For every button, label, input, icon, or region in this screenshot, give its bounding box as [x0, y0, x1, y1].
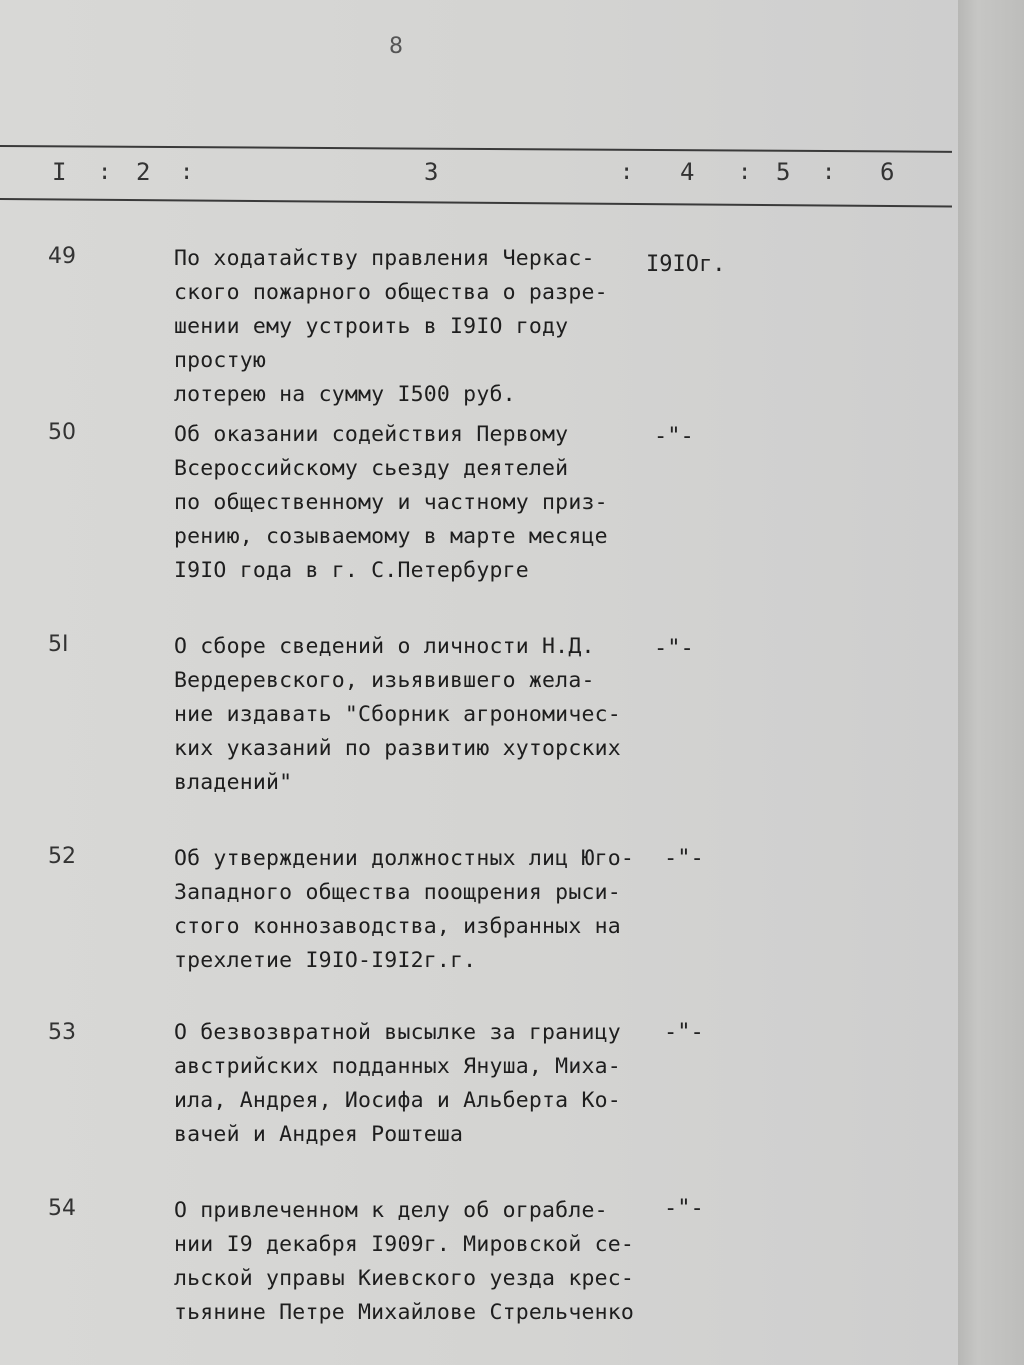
- entry-number: 52: [48, 844, 76, 869]
- entry-number: 5I: [48, 632, 69, 657]
- entry-description: О сборе сведений о личности Н.Д. Вердеревского, изьявившего жела- ние издавать "Сборник агрономичес- ких указаний по развитию хуторских владений": [174, 634, 621, 795]
- entry-description: По ходатайству правления Черкас- ского пожарного общества о разре- шении ему устроить в I9IO году простую лотерею на сумму I500 руб.: [174, 246, 608, 407]
- column-separator: :: [180, 160, 194, 185]
- entry-date: -"-: [664, 1196, 704, 1221]
- entry-date: -"-: [664, 1020, 704, 1045]
- column-separator: :: [98, 160, 112, 185]
- entry-description: О привлеченном к делу об ограбле- нии I9 декабря I909г. Мировской се- льской управы Киевского уезда крес- тьянине Петре Михайлове Стрельченко: [174, 1198, 635, 1325]
- page-number: 8: [389, 34, 403, 59]
- column-header-6: 6: [880, 158, 895, 186]
- column-header-3: 3: [424, 158, 439, 186]
- entry-date: -"-: [654, 636, 694, 661]
- column-separator: :: [620, 160, 634, 185]
- entry-number: 54: [48, 1196, 76, 1221]
- entry-description: О безвозвратной высылке за границу австрийских подданных Януша, Миха- ила, Андрея, Иосифа и Альберта Ко- вачей и Андрея Роштеша: [174, 1020, 621, 1147]
- table-header-top-rule: [0, 145, 952, 153]
- next-page-edge: [958, 0, 1024, 1365]
- entry-number: 53: [48, 1020, 76, 1045]
- entry-date: I9IOг.: [646, 252, 726, 277]
- entry-date: -"-: [654, 424, 694, 449]
- column-header-1: I: [52, 158, 67, 186]
- entry-number: 49: [48, 244, 76, 269]
- entry-date: -"-: [664, 846, 704, 871]
- column-header-5: 5: [776, 158, 791, 186]
- column-header-4: 4: [680, 158, 695, 186]
- entry-number: 50: [48, 420, 76, 445]
- column-header-2: 2: [136, 158, 151, 186]
- column-separator: :: [738, 160, 752, 185]
- table-header-bottom-rule: [0, 198, 952, 207]
- column-separator: :: [822, 160, 836, 185]
- entry-description: Об оказании содействия Первому Всероссийскому сьезду деятелей по общественному и частному приз- рению, созываемому в марте месяце I9IO года в г. С.Петербурге: [174, 422, 608, 583]
- entry-description: Об утверждении должностных лиц Юго- Западного общества поощрения рыси- стого коннозаводства, избранных на трехлетие I9IO-I9I2г.г.: [174, 846, 635, 973]
